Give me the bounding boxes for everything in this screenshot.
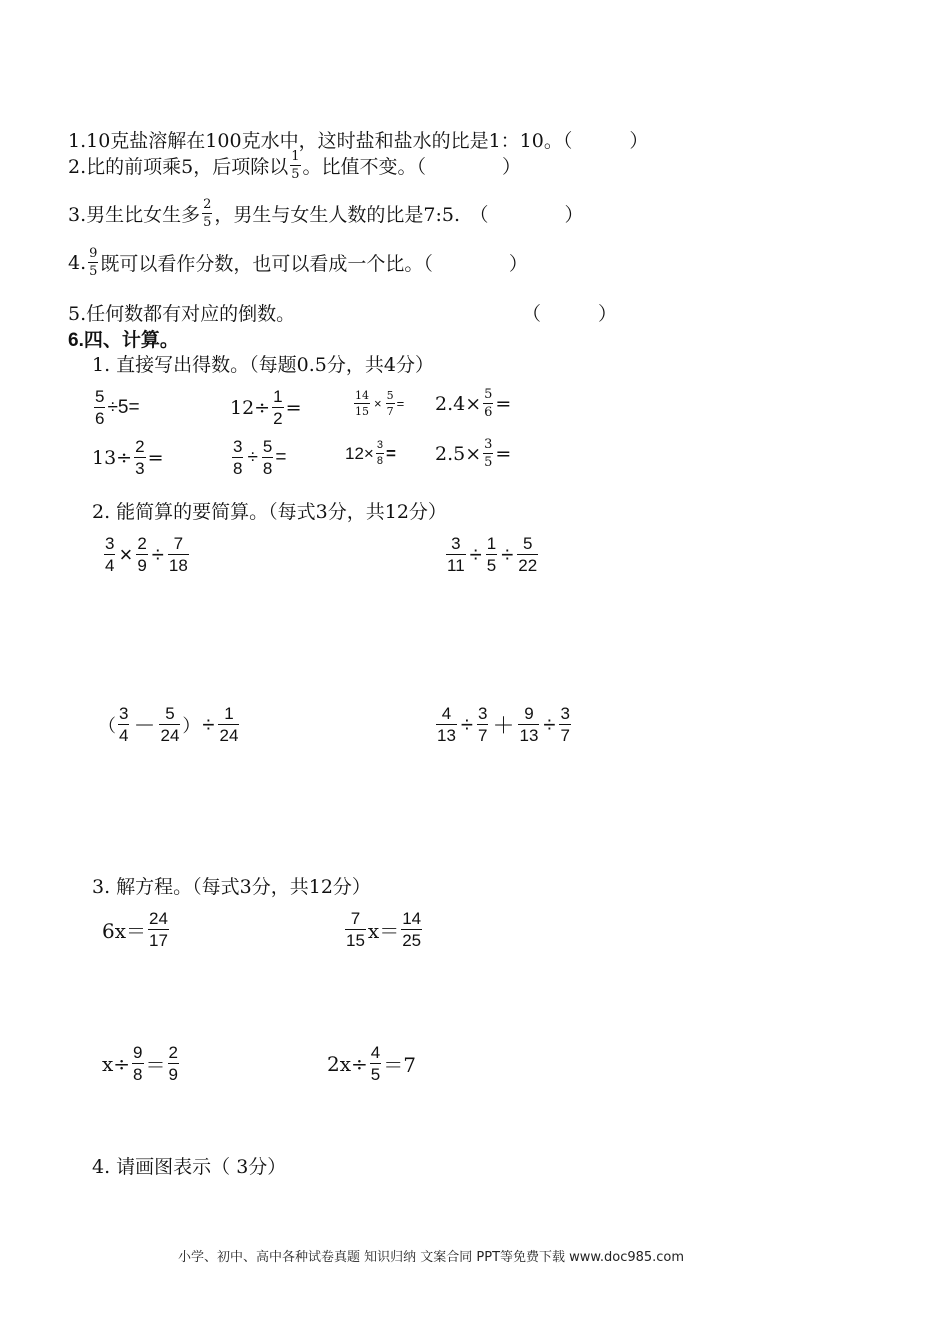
part3-title: 3. 解方程。（每式3分，共12分） [92, 876, 371, 898]
judge-q2 [68, 150, 521, 181]
judge-q3 [68, 198, 584, 229]
operator: ÷ [202, 711, 215, 737]
footer-text: 小学、初中、高中各种试卷真题 知识归纳 文案合同 PPT等免费下载 www.doc985.com [178, 1250, 685, 1265]
fraction: $\frac{4}{13}$ [437, 704, 456, 745]
operator: ÷ [543, 711, 556, 737]
expr-head: x÷ [102, 1051, 131, 1076]
operator: － [133, 713, 156, 738]
fraction: $\frac{9}{8}$ [133, 1043, 143, 1084]
part3-eq3 [102, 1044, 181, 1083]
operator: ÷ [501, 541, 514, 567]
judge-q3-text-b: ，男生与女生人数的比是7:5. （ ） [214, 204, 584, 226]
expr-tail: = [147, 446, 164, 469]
part1-r2-c [345, 440, 396, 467]
expr-tail: = [495, 392, 512, 415]
fraction: $\frac{4}{5}$ [370, 1043, 381, 1084]
part1-r2-a [92, 438, 164, 477]
part1-title: 1. 直接写出得数。（每题0.5分，共4分） [92, 354, 434, 376]
expr-tail: ÷5= [107, 396, 140, 418]
expr-head: 2x÷ [327, 1051, 368, 1076]
part3-eq4 [327, 1044, 416, 1083]
part3-eq1 [102, 910, 171, 949]
part2-e3 [98, 705, 241, 744]
part4-title: 4. 请画图表示（ 3分） [92, 1156, 287, 1178]
fraction: $\frac{1}{2}$ [273, 387, 283, 428]
judge-q2-text-a: 2.比的前项乘5，后项除以 [68, 156, 289, 178]
fraction: $\frac{24}{17}$ [149, 909, 168, 950]
paren: ） [182, 715, 201, 736]
fraction: $\frac{3}{8}$ [233, 437, 243, 478]
part2-e4 [434, 705, 573, 744]
operator: ＋ [492, 713, 515, 738]
expr-tail: = [495, 442, 512, 465]
part3-eq2 [343, 910, 424, 949]
operator: ÷ [247, 446, 258, 468]
part1-r1-a [92, 388, 140, 427]
expr-head: 13÷ [92, 446, 133, 469]
expr-head: 12× [345, 443, 374, 463]
expr-tail: ＝7 [383, 1053, 416, 1077]
fraction: $\frac{2}{5}$ [203, 197, 212, 230]
fraction: $\frac{5}{6}$ [484, 387, 493, 420]
judge-q5: 5.任何数都有对应的倒数。 [68, 303, 296, 325]
expr-tail: = [275, 446, 287, 468]
fraction: $\frac{5}{6}$ [95, 387, 105, 428]
fraction: $\frac{3}{11}$ [447, 534, 465, 575]
fraction: $\frac{2}{3}$ [135, 437, 145, 478]
expr-tail: = [396, 396, 405, 411]
operator: ÷ [469, 541, 482, 567]
section-title: 6.四、计算。 [68, 330, 179, 351]
fraction: $\frac{3}{7}$ [478, 704, 488, 745]
operator: × [119, 541, 133, 567]
fraction: $\frac{3}{4}$ [119, 704, 129, 745]
part2-title: 2. 能简算的要简算。（每式3分，共12分） [92, 501, 447, 523]
judge-q5-paren: （ ） [522, 303, 618, 325]
judge-q4-text-b: 既可以看作分数，也可以看成一个比。（ ） [100, 253, 528, 275]
fraction: $\frac{1}{24}$ [219, 704, 239, 745]
fraction: $\frac{9}{13}$ [519, 704, 539, 745]
expr-mid: ＝ [145, 1053, 166, 1077]
fraction: $\frac{5}{7}$ [386, 389, 394, 418]
fraction: $\frac{2}{9}$ [168, 1043, 178, 1084]
part1-r1-d [435, 388, 511, 419]
expr-head: 12÷ [230, 396, 271, 419]
fraction: $\frac{3}{4}$ [105, 534, 115, 575]
fraction: $\frac{5}{8}$ [262, 437, 273, 478]
expr-mid: x＝ [367, 919, 400, 943]
operator: ÷ [151, 541, 164, 567]
fraction: $\frac{9}{5}$ [89, 246, 98, 279]
part1-r1-b [230, 388, 302, 427]
fraction: $\frac{3}{5}$ [484, 437, 493, 470]
fraction: $\frac{14}{15}$ [355, 389, 369, 418]
part1-r2-b [230, 438, 286, 477]
fraction: $\frac{3}{8}$ [376, 439, 383, 467]
judge-q3-text-a: 3.男生比女生多 [68, 204, 201, 226]
judge-q4 [68, 247, 528, 278]
operator: × [374, 396, 382, 411]
fraction: $\frac{5}{24}$ [160, 704, 180, 745]
expr-head: 2.4× [435, 392, 482, 415]
fraction: $\frac{7}{15}$ [346, 909, 365, 950]
expr-head: 6x＝ [102, 919, 147, 943]
operator: ÷ [460, 711, 473, 737]
judge-q1: 1.10克盐溶解在100克水中，这时盐和盐水的比是1：10。（ ） [68, 130, 649, 152]
fraction: $\frac{1}{5}$ [291, 149, 300, 182]
fraction: $\frac{14}{25}$ [402, 909, 422, 950]
expr-tail: = [385, 443, 396, 463]
paren: （ [98, 715, 116, 736]
part1-r1-c [352, 390, 404, 417]
judge-q2-text-b: 。比值不变。（ ） [302, 156, 522, 178]
part1-r2-d [435, 438, 511, 469]
fraction: $\frac{1}{5}$ [486, 534, 497, 575]
fraction: $\frac{5}{22}$ [518, 534, 538, 575]
expr-tail: = [285, 396, 302, 419]
fraction: $\frac{7}{18}$ [168, 534, 188, 575]
judge-q4-text-a: 4. [68, 251, 87, 274]
fraction: $\frac{2}{9}$ [137, 534, 147, 575]
fraction: $\frac{3}{7}$ [560, 704, 570, 745]
part2-e1 [102, 535, 191, 574]
part2-e2 [444, 535, 540, 574]
expr-head: 2.5× [435, 442, 482, 465]
